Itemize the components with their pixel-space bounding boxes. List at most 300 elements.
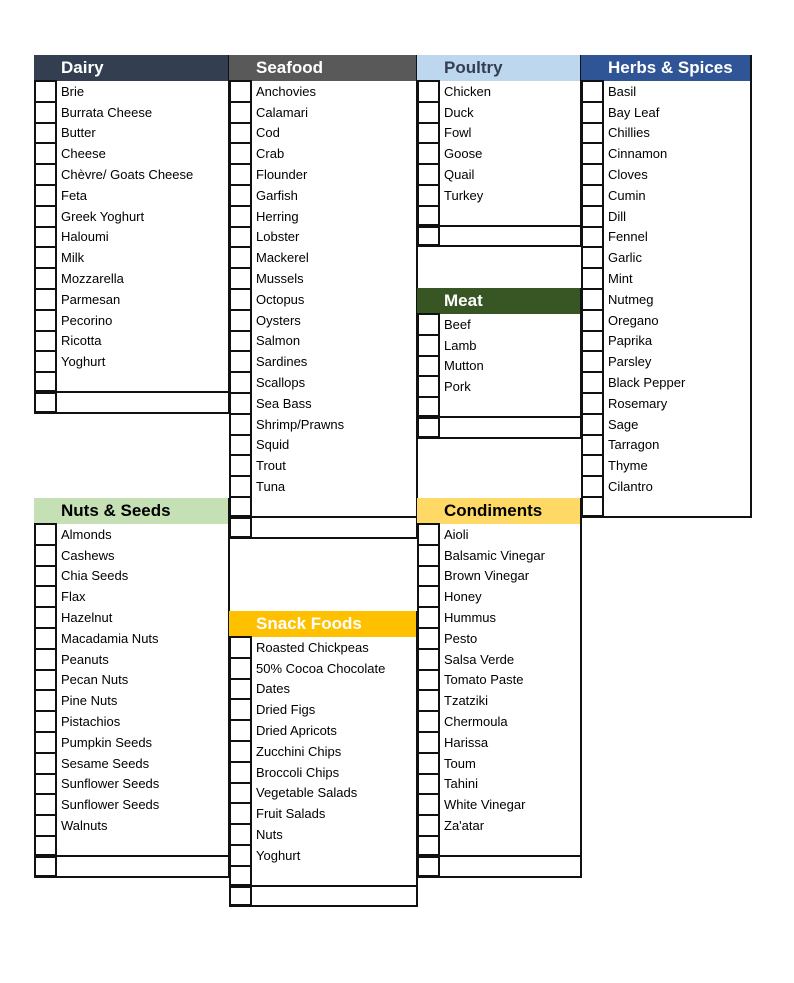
checkbox[interactable] — [229, 496, 252, 517]
checkbox[interactable] — [34, 142, 57, 165]
checkbox[interactable] — [417, 627, 440, 650]
checkbox[interactable] — [34, 773, 57, 796]
checklist-item[interactable] — [417, 566, 581, 587]
blank-checklist-item[interactable] — [417, 836, 581, 857]
checkbox[interactable] — [229, 330, 252, 353]
checklist-item[interactable] — [229, 351, 417, 372]
item-label: Black Pepper — [608, 375, 686, 391]
checklist-item[interactable] — [229, 185, 417, 206]
checklist-item[interactable] — [229, 435, 417, 456]
checklist-item[interactable] — [417, 649, 581, 670]
checkbox[interactable] — [417, 710, 440, 733]
checkbox[interactable] — [581, 496, 604, 517]
checkbox[interactable] — [417, 334, 440, 357]
item-label: Tahini — [444, 776, 478, 792]
checklist-item[interactable] — [581, 123, 751, 144]
checkbox[interactable] — [229, 246, 252, 269]
checklist-item[interactable] — [34, 774, 229, 795]
checkbox[interactable] — [229, 226, 252, 249]
checklist-item[interactable] — [581, 206, 751, 227]
checklist-item[interactable] — [581, 331, 751, 352]
checkbox[interactable] — [417, 565, 440, 588]
item-label: Pecorino — [61, 312, 113, 328]
item-label: Aioli — [444, 526, 469, 542]
checklist-item[interactable] — [34, 351, 229, 372]
checklist-item[interactable] — [229, 206, 417, 227]
checkbox[interactable] — [581, 163, 604, 186]
checklist-item[interactable] — [581, 164, 751, 185]
item-label: Pecan Nuts — [61, 672, 129, 688]
item-label: Macadamia Nuts — [61, 630, 159, 646]
checkbox[interactable] — [229, 886, 252, 907]
checkbox[interactable] — [229, 205, 252, 228]
blank-checklist-item[interactable] — [417, 206, 581, 227]
checkbox[interactable] — [34, 309, 57, 332]
checkbox[interactable] — [581, 184, 604, 207]
checklist-item[interactable] — [229, 699, 417, 720]
checklist-item[interactable] — [34, 310, 229, 331]
item-label: Trout — [256, 458, 286, 474]
checklist-item[interactable] — [417, 628, 581, 649]
checklist-item[interactable] — [417, 753, 581, 774]
checkbox[interactable] — [34, 606, 57, 629]
blank-checklist-item[interactable] — [34, 393, 229, 414]
checkbox[interactable] — [34, 163, 57, 186]
item-label: Zucchini Chips — [256, 743, 342, 759]
checkbox[interactable] — [581, 350, 604, 373]
checkbox[interactable] — [34, 565, 57, 588]
checkbox[interactable] — [34, 205, 57, 228]
checkbox[interactable] — [34, 856, 57, 877]
checklist-item[interactable] — [581, 351, 751, 372]
item-label: Tomato Paste — [444, 672, 524, 688]
checkbox[interactable] — [581, 246, 604, 269]
checkbox[interactable] — [417, 80, 440, 103]
item-label: Mackerel — [256, 250, 309, 266]
item-label: Sesame Seeds — [61, 755, 150, 771]
checkbox[interactable] — [229, 413, 252, 436]
checklist-item[interactable] — [417, 524, 581, 545]
checkbox[interactable] — [417, 205, 440, 226]
checkbox[interactable] — [581, 226, 604, 249]
item-label: Cod — [256, 125, 280, 141]
checkbox[interactable] — [229, 80, 252, 103]
item-label: Calamari — [256, 104, 309, 120]
checkbox[interactable] — [229, 802, 252, 825]
checkbox[interactable] — [581, 267, 604, 290]
checkbox[interactable] — [229, 371, 252, 394]
column-divider — [580, 498, 582, 878]
checklist-item[interactable] — [417, 185, 581, 206]
checkbox[interactable] — [417, 835, 440, 856]
checklist-item[interactable] — [581, 185, 751, 206]
checkbox[interactable] — [581, 330, 604, 353]
checkbox[interactable] — [417, 648, 440, 671]
item-label: Pork — [444, 379, 471, 395]
checkbox[interactable] — [417, 773, 440, 796]
section-herbs — [581, 55, 751, 518]
checkbox[interactable] — [417, 793, 440, 816]
checklist-item[interactable] — [229, 845, 417, 866]
checkbox[interactable] — [229, 678, 252, 701]
item-label: Basil — [608, 83, 637, 99]
checklist-item[interactable] — [417, 545, 581, 566]
checklist-item[interactable] — [417, 314, 581, 335]
checklist-item[interactable] — [229, 123, 417, 144]
checklist-item[interactable] — [34, 185, 229, 206]
checklist-item[interactable] — [229, 247, 417, 268]
checklist-item[interactable] — [229, 783, 417, 804]
checkbox[interactable] — [34, 392, 57, 413]
checkbox[interactable] — [417, 396, 440, 417]
blank-checklist-item[interactable] — [417, 857, 581, 878]
blank-checklist-item[interactable] — [34, 836, 229, 857]
checkbox[interactable] — [229, 823, 252, 846]
checkbox[interactable] — [34, 793, 57, 816]
checkbox[interactable] — [34, 101, 57, 124]
checklist-item[interactable] — [417, 356, 581, 377]
checklist-item[interactable] — [581, 143, 751, 164]
section-meat — [417, 288, 581, 439]
checklist-item[interactable] — [417, 732, 581, 753]
item-label: Flax — [61, 589, 86, 605]
item-label: Cumin — [608, 187, 646, 203]
item-label: Za'atar — [444, 818, 485, 834]
checkbox[interactable] — [417, 122, 440, 145]
checkbox[interactable] — [34, 544, 57, 567]
checklist-item[interactable] — [581, 268, 751, 289]
checkbox[interactable] — [34, 330, 57, 353]
checkbox[interactable] — [581, 413, 604, 436]
checkbox[interactable] — [34, 835, 57, 856]
checkbox[interactable] — [229, 636, 252, 659]
checklist-item[interactable] — [417, 123, 581, 144]
checkbox[interactable] — [34, 288, 57, 311]
checklist-item[interactable] — [581, 393, 751, 414]
item-label: Peanuts — [61, 651, 109, 667]
checklist-item[interactable] — [34, 331, 229, 352]
blank-checklist-item[interactable] — [417, 227, 581, 248]
checkbox[interactable] — [417, 355, 440, 378]
checkbox[interactable] — [581, 434, 604, 457]
checklist-item[interactable] — [229, 679, 417, 700]
checkbox[interactable] — [229, 782, 252, 805]
checkbox[interactable] — [229, 309, 252, 332]
checkbox[interactable] — [581, 392, 604, 415]
checkbox[interactable] — [581, 454, 604, 477]
item-label: Sunflower Seeds — [61, 797, 160, 813]
checklist-item[interactable] — [229, 637, 417, 658]
checklist-item[interactable] — [229, 476, 417, 497]
checklist-item[interactable] — [581, 455, 751, 476]
checklist-item[interactable] — [581, 81, 751, 102]
blank-checklist-item[interactable] — [34, 372, 229, 393]
item-label: Squid — [256, 437, 290, 453]
item-label: Hummus — [444, 610, 497, 626]
checkbox[interactable] — [34, 122, 57, 145]
checkbox[interactable] — [34, 371, 57, 392]
checkbox[interactable] — [417, 142, 440, 165]
checklist-item[interactable] — [34, 268, 229, 289]
item-label: Roasted Chickpeas — [256, 639, 369, 655]
item-label: Sage — [608, 416, 639, 432]
checkbox[interactable] — [229, 288, 252, 311]
checklist-item[interactable] — [229, 372, 417, 393]
item-label: Burrata Cheese — [61, 104, 153, 120]
blank-checklist-item[interactable] — [417, 397, 581, 418]
item-label: Tuna — [256, 479, 286, 495]
checkbox[interactable] — [229, 267, 252, 290]
checkbox[interactable] — [417, 163, 440, 186]
checklist-item[interactable] — [34, 164, 229, 185]
blank-checklist-item[interactable] — [417, 418, 581, 439]
checklist-item[interactable] — [34, 566, 229, 587]
checkbox[interactable] — [34, 226, 57, 249]
checkbox[interactable] — [417, 544, 440, 567]
checkbox[interactable] — [34, 80, 57, 103]
checklist-item[interactable] — [34, 628, 229, 649]
checklist-item[interactable] — [417, 711, 581, 732]
checkbox[interactable] — [229, 392, 252, 415]
section-header-condiments: Condiments — [417, 498, 581, 524]
checklist-item[interactable] — [34, 143, 229, 164]
checklist-item[interactable] — [229, 720, 417, 741]
checklist-item[interactable] — [581, 435, 751, 456]
checkbox[interactable] — [417, 731, 440, 754]
checkbox[interactable] — [229, 657, 252, 680]
checkbox[interactable] — [417, 523, 440, 546]
checklist-item[interactable] — [229, 310, 417, 331]
checklist-item[interactable] — [581, 310, 751, 331]
checklist-item[interactable] — [34, 586, 229, 607]
checkbox[interactable] — [229, 454, 252, 477]
checkbox[interactable] — [417, 606, 440, 629]
checkbox[interactable] — [229, 761, 252, 784]
checkbox[interactable] — [229, 475, 252, 498]
checklist-item[interactable] — [417, 774, 581, 795]
checkbox[interactable] — [34, 246, 57, 269]
checkbox[interactable] — [229, 184, 252, 207]
checkbox[interactable] — [417, 375, 440, 398]
checkbox[interactable] — [229, 101, 252, 124]
checklist-item[interactable] — [581, 247, 751, 268]
checkbox[interactable] — [417, 585, 440, 608]
item-label: Bay Leaf — [608, 104, 660, 120]
checklist-item[interactable] — [229, 81, 417, 102]
checkbox[interactable] — [34, 585, 57, 608]
item-label: Mint — [608, 271, 633, 287]
checkbox[interactable] — [229, 163, 252, 186]
checklist-item[interactable] — [417, 102, 581, 123]
checkbox[interactable] — [581, 101, 604, 124]
checklist-item[interactable] — [34, 247, 229, 268]
checklist-item[interactable] — [229, 762, 417, 783]
item-label: Lobster — [256, 229, 300, 245]
checklist-item[interactable] — [229, 331, 417, 352]
checkbox[interactable] — [34, 710, 57, 733]
checkbox[interactable] — [34, 731, 57, 754]
checklist-item[interactable] — [581, 476, 751, 497]
checklist-item[interactable] — [229, 143, 417, 164]
checkbox[interactable] — [581, 142, 604, 165]
checklist-item[interactable] — [229, 164, 417, 185]
blank-checklist-item[interactable] — [229, 518, 417, 539]
checklist-item[interactable] — [417, 376, 581, 397]
checklist-item[interactable] — [229, 268, 417, 289]
checkbox[interactable] — [229, 517, 252, 538]
item-label: Oysters — [256, 312, 301, 328]
checklist-item[interactable] — [229, 227, 417, 248]
checkbox[interactable] — [34, 267, 57, 290]
column-divider — [750, 55, 752, 518]
item-label: Oregano — [608, 312, 659, 328]
item-label: 50% Cocoa Chocolate — [256, 660, 386, 676]
item-label: Rosemary — [608, 395, 668, 411]
checklist-item[interactable] — [34, 711, 229, 732]
checklist-item[interactable] — [229, 102, 417, 123]
checklist-item[interactable] — [34, 227, 229, 248]
checklist-item[interactable] — [34, 524, 229, 545]
checkbox[interactable] — [581, 80, 604, 103]
item-label: Ricotta — [61, 333, 102, 349]
checklist-item[interactable] — [34, 794, 229, 815]
checklist-item[interactable] — [417, 164, 581, 185]
checklist-item[interactable] — [417, 815, 581, 836]
checklist-item[interactable] — [34, 649, 229, 670]
checkbox[interactable] — [229, 719, 252, 742]
checklist-item[interactable] — [581, 289, 751, 310]
checkbox[interactable] — [34, 350, 57, 373]
checkbox[interactable] — [34, 648, 57, 671]
checklist-item[interactable] — [229, 289, 417, 310]
checkbox[interactable] — [229, 142, 252, 165]
checkbox[interactable] — [229, 740, 252, 763]
checkbox[interactable] — [581, 371, 604, 394]
checklist-item[interactable] — [417, 607, 581, 628]
item-label: Flounder — [256, 167, 308, 183]
checkbox[interactable] — [229, 434, 252, 457]
checklist-item[interactable] — [229, 824, 417, 845]
checklist-item[interactable] — [34, 289, 229, 310]
blank-checklist-item[interactable] — [229, 887, 417, 908]
checkbox[interactable] — [417, 226, 440, 247]
checklist-item[interactable] — [581, 227, 751, 248]
checklist-item[interactable] — [34, 545, 229, 566]
checklist-item[interactable] — [581, 414, 751, 435]
item-label: Balsamic Vinegar — [444, 547, 545, 563]
checkbox[interactable] — [581, 205, 604, 228]
item-label: Duck — [444, 104, 474, 120]
checklist-item[interactable] — [581, 102, 751, 123]
checklist-item[interactable] — [34, 753, 229, 774]
checklist-item[interactable] — [229, 803, 417, 824]
checkbox[interactable] — [417, 417, 440, 438]
checklist-item[interactable] — [229, 741, 417, 762]
checklist-item[interactable] — [417, 586, 581, 607]
checkbox[interactable] — [417, 669, 440, 692]
blank-checklist-item[interactable] — [229, 497, 417, 518]
checkbox[interactable] — [581, 475, 604, 498]
checkbox[interactable] — [34, 752, 57, 775]
item-label: Feta — [61, 187, 88, 203]
checkbox[interactable] — [417, 856, 440, 877]
checklist-item[interactable] — [34, 670, 229, 691]
checklist-item[interactable] — [417, 670, 581, 691]
item-label: Fowl — [444, 125, 472, 141]
checklist-item[interactable] — [34, 102, 229, 123]
item-label: Nuts — [256, 827, 283, 843]
checklist-item[interactable] — [34, 732, 229, 753]
item-label: Garfish — [256, 187, 298, 203]
checkbox[interactable] — [229, 350, 252, 373]
checkbox[interactable] — [581, 288, 604, 311]
checklist-item[interactable] — [229, 455, 417, 476]
item-label: Beef — [444, 316, 471, 332]
checkbox[interactable] — [229, 844, 252, 867]
checkbox[interactable] — [581, 122, 604, 145]
checklist-item[interactable] — [34, 206, 229, 227]
item-label: Chèvre/ Goats Cheese — [61, 167, 194, 183]
item-label: Chia Seeds — [61, 568, 129, 584]
checkbox[interactable] — [34, 184, 57, 207]
item-label: Chermoula — [444, 714, 508, 730]
item-label: Toum — [444, 755, 476, 771]
item-label: Herring — [256, 208, 299, 224]
checkbox[interactable] — [417, 752, 440, 775]
checklist-item[interactable] — [417, 143, 581, 164]
item-label: Mutton — [444, 358, 484, 374]
checkbox[interactable] — [229, 698, 252, 721]
checklist-item[interactable] — [417, 794, 581, 815]
checkbox[interactable] — [34, 689, 57, 712]
checkbox[interactable] — [34, 669, 57, 692]
item-label: Mussels — [256, 271, 304, 287]
checkbox[interactable] — [229, 865, 252, 886]
item-label: Yoghurt — [256, 847, 301, 863]
checklist-item[interactable] — [229, 414, 417, 435]
section-poultry — [417, 55, 581, 247]
checkbox[interactable] — [417, 184, 440, 207]
checkbox[interactable] — [417, 814, 440, 837]
checklist-item[interactable] — [34, 607, 229, 628]
item-label: Thyme — [608, 458, 648, 474]
checkbox[interactable] — [34, 523, 57, 546]
checklist-item[interactable] — [34, 123, 229, 144]
checkbox[interactable] — [417, 689, 440, 712]
checkbox[interactable] — [229, 122, 252, 145]
checklist-item[interactable] — [417, 335, 581, 356]
item-label: Lamb — [444, 337, 477, 353]
checkbox[interactable] — [34, 814, 57, 837]
checklist-item[interactable] — [417, 690, 581, 711]
checklist-item[interactable] — [34, 815, 229, 836]
checkbox[interactable] — [417, 313, 440, 336]
blank-checklist-item[interactable] — [581, 497, 751, 518]
blank-checklist-item[interactable] — [229, 866, 417, 887]
checklist-item[interactable] — [34, 690, 229, 711]
checklist-item[interactable] — [229, 658, 417, 679]
checklist-item[interactable] — [581, 372, 751, 393]
checklist-item[interactable] — [417, 81, 581, 102]
blank-checklist-item[interactable] — [34, 857, 229, 878]
checklist-item[interactable] — [229, 393, 417, 414]
checklist-item[interactable] — [34, 81, 229, 102]
item-label: Pistachios — [61, 714, 121, 730]
checkbox[interactable] — [417, 101, 440, 124]
checkbox[interactable] — [34, 627, 57, 650]
item-label: Tarragon — [608, 437, 660, 453]
checkbox[interactable] — [581, 309, 604, 332]
